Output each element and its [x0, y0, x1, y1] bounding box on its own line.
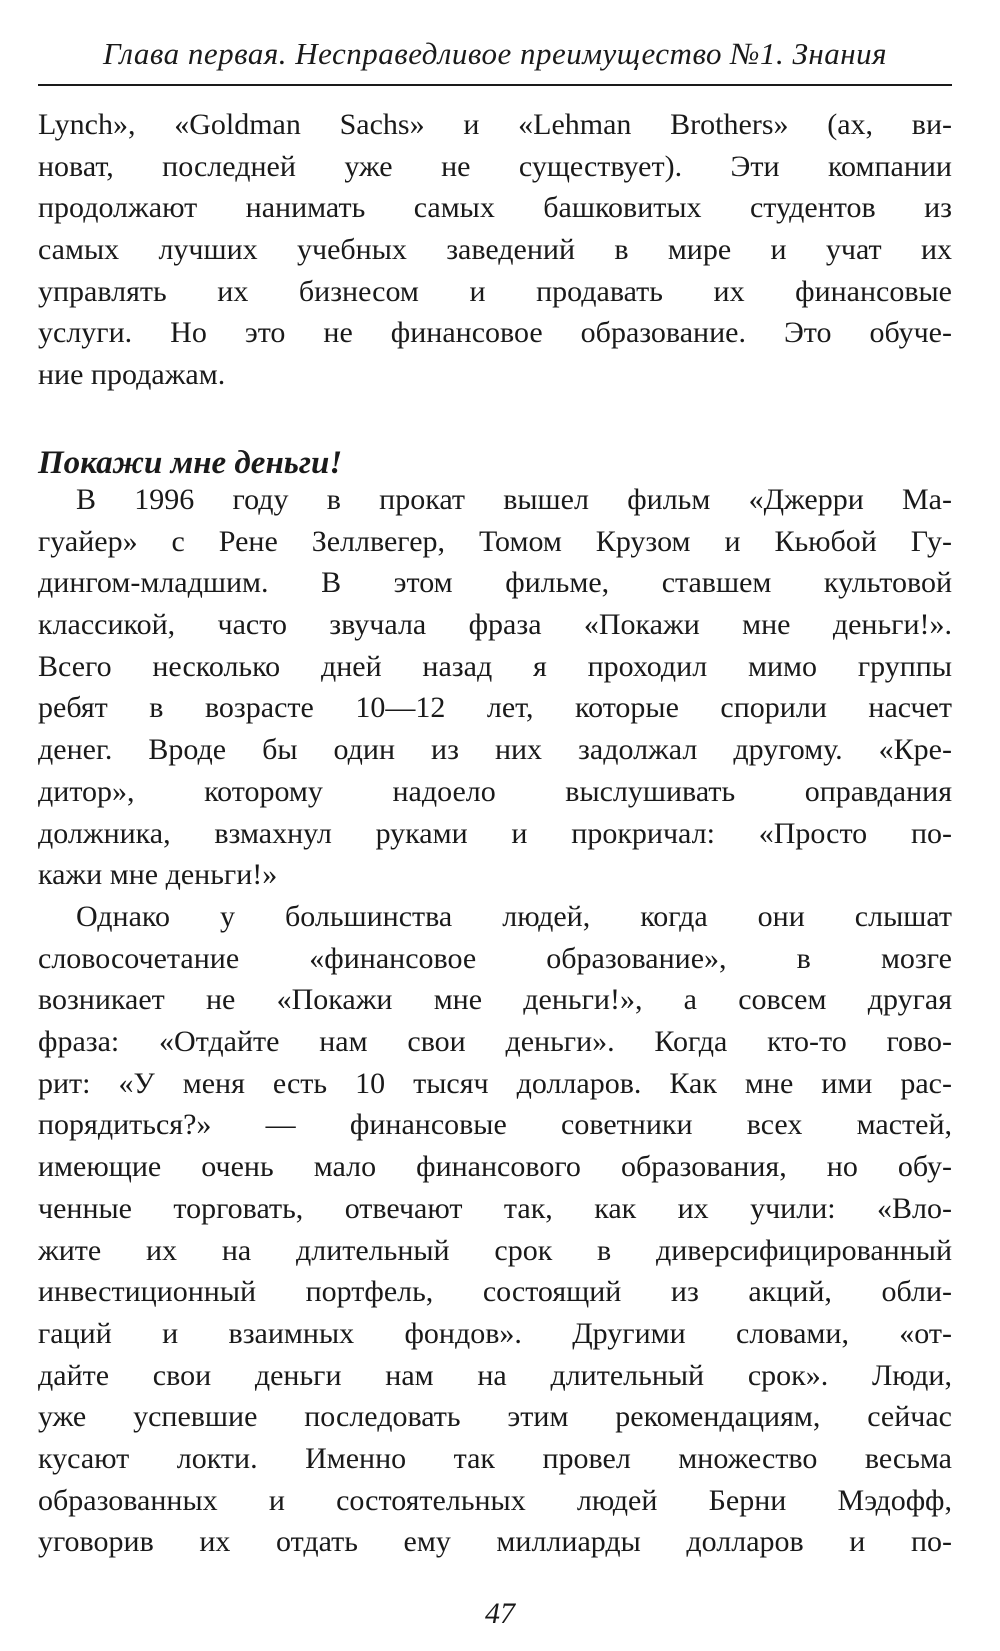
paragraph	[38, 479, 952, 896]
text-line: возникает не «Покажи мне деньги!», а совсем другая	[38, 983, 952, 1017]
text-line: дитор», которому надоело выслушивать оправдания	[38, 774, 952, 808]
text-line: гаций и взаимных фондов». Другими словами, «от-	[38, 1316, 952, 1350]
paragraph	[38, 896, 952, 1563]
text-line: инвестиционный портфель, состоящий из акций, обли-	[38, 1275, 952, 1309]
text-line: ние продажам.	[38, 358, 226, 392]
text-line: денег. Вроде бы один из них задолжал другому. «Кре-	[38, 733, 952, 767]
text-line: управлять их бизнесом и продавать их финансовые	[38, 274, 952, 308]
text-line: кажи мне деньги!»	[38, 858, 278, 892]
text-line: Однако у большинства людей, когда они слышат	[76, 900, 952, 933]
text-line: дайте свои деньги нам на длительный срок». Люди,	[38, 1358, 952, 1392]
text-line: фраза: «Отдайте нам свои деньги». Когда кто-то гово-	[38, 1025, 952, 1059]
paragraph-continuation	[38, 104, 952, 396]
text-line: классикой, часто звучала фраза «Покажи мне деньги!».	[38, 608, 952, 642]
text-line: кусают локти. Именно так провел множество весьма	[38, 1441, 952, 1475]
text-line: В 1996 году в прокат вышел фильм «Джерри Ма-	[76, 483, 952, 516]
text-line: новат, последней уже не существует). Эти компании	[38, 149, 952, 183]
text-line: должника, взмахнул руками и прокричал: «Просто по-	[38, 816, 952, 850]
text-line: рит: «У меня есть 10 тысяч долларов. Как мне ими рас-	[38, 1066, 952, 1100]
text-line: уже успевшие последовать этим рекомендациям, сейчас	[38, 1400, 952, 1434]
page-number: 47	[485, 1597, 515, 1630]
text-line: ребят в возрасте 10—12 лет, которые спорили насчет	[38, 691, 952, 725]
text-line: ченные торговать, отвечают так, как их учили: «Вло-	[38, 1191, 952, 1225]
running-head: Глава первая. Несправедливое преимущество №1. Знания	[102, 36, 887, 71]
text-line: Всего несколько дней назад я проходил мимо группы	[38, 649, 952, 683]
text-line: услуги. Но это не финансовое образование. Это обуче-	[38, 316, 952, 350]
text-line: порядиться?» — финансовые советники всех мастей,	[38, 1108, 952, 1142]
text-line: дингом-младшим. В этом фильме, ставшем культовой	[38, 566, 952, 600]
text-line: самых лучших учебных заведений в мире и учат их	[38, 233, 952, 267]
header-rule	[38, 84, 952, 86]
text-line: словосочетание «финансовое образование», в мозге	[38, 941, 952, 975]
text-line: уговорив их отдать ему миллиарды долларов и по-	[38, 1525, 952, 1559]
text-line: имеющие очень мало финансового образования, но обу-	[38, 1150, 952, 1184]
text-line: гуайер» с Рене Зеллвегер, Томом Крузом и Кьюбой Гу-	[38, 524, 952, 558]
section-heading: Покажи мне деньги!	[38, 445, 343, 481]
text-line: образованных и состоятельных людей Берни Мэдофф,	[38, 1483, 952, 1517]
text-line: Lynch», «Goldman Sachs» и «Lehman Brothers» (ах, ви-	[38, 108, 952, 141]
text-line: жите их на длительный срок в диверсифицированный	[38, 1233, 952, 1267]
text-line: продолжают нанимать самых башковитых студентов из	[38, 191, 952, 225]
